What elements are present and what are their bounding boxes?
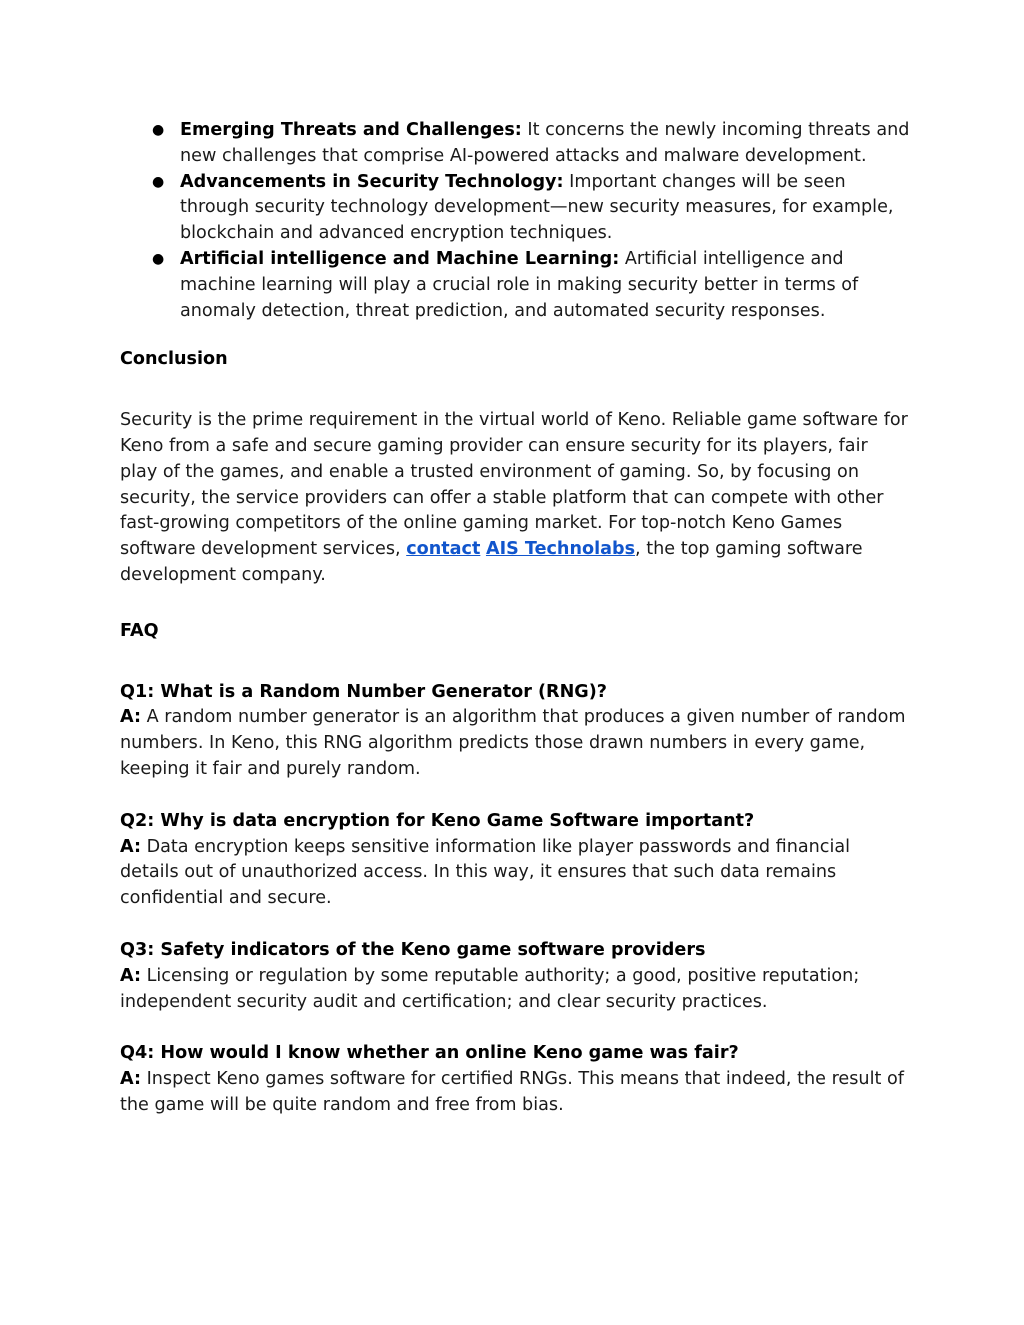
bullet-title: Emerging Threats and Challenges:: [180, 120, 522, 140]
answer-text: A random number generator is an algorithm that produces a given number of random numbers. In Keno, this RNG algorithm predicts those drawn numbers in every game, keeping it fair and purely random.: [120, 707, 906, 779]
answer-prefix: A:: [120, 707, 141, 728]
answer-prefix: A:: [120, 1069, 141, 1090]
answer-text: Data encryption keeps sensitive information like player passwords and financial details out of unauthorized access. In this way, it ensures that such data remains confidential and secure.: [120, 836, 851, 909]
faq-question: Q4: How would I know whether an online Keno game was fair?: [120, 1043, 739, 1064]
answer-prefix: A:: [120, 965, 141, 986]
faq-item: [120, 938, 910, 1015]
faq-answer: [120, 705, 910, 782]
faq-question: Q3: Safety indicators of the Keno game software providers: [120, 939, 706, 960]
ais-technolabs-link[interactable]: AIS Technolabs: [485, 539, 636, 560]
faq-question: Q2: Why is data encryption for Keno Game Software important?: [120, 810, 755, 831]
faq-heading: FAQ: [120, 620, 159, 641]
faq-answer: [120, 835, 910, 912]
list-item: [120, 247, 910, 324]
faq-answer: [120, 964, 910, 1016]
trends-list: [120, 118, 910, 324]
conclusion-text: Security is the prime requirement in the virtual world of Keno. Reliable game software for Keno from a safe and secure gaming provider can ensure security for its players, fair play of the games, and enable a trusted environment of gaming. So, by focusing on security, the service providers can offer a stable platform that can compete with other fast-growing competitors of the online gaming market. For top-notch Keno Games software development services,: [120, 410, 908, 560]
answer-text: Licensing or regulation by some reputable authority; a good, positive reputation; independent security audit and certification; and clear security practices.: [120, 965, 860, 1012]
conclusion-paragraph: [120, 408, 910, 589]
faq-item: [120, 680, 910, 783]
conclusion-text-end: , the top gaming software development company.: [120, 539, 863, 585]
list-item: [120, 118, 910, 170]
faq-question: Q1: What is a Random Number Generator (RNG)?: [120, 681, 607, 702]
list-item: [120, 170, 910, 247]
contact-link[interactable]: contact: [406, 539, 481, 560]
answer-text: Inspect Keno games software for certified RNGs. This means that indeed, the result of the game will be quite random and free from bias.: [120, 1069, 904, 1115]
document-page: [120, 118, 910, 1119]
bullet-icon: ●: [152, 250, 165, 267]
bullet-text: Artificial intelligence and machine learning will play a crucial role in making security better in terms of anomaly detection, threat prediction, and automated security responses.: [180, 248, 859, 321]
answer-prefix: A:: [120, 836, 141, 857]
faq-item: [120, 809, 910, 912]
bullet-icon: ●: [152, 173, 165, 190]
bullet-text: Important changes will be seen through security technology development—new security measures, for example, blockchain and advanced encryption techniques.: [180, 171, 894, 244]
bullet-text: It concerns the newly incoming threats and new challenges that comprise AI-powered attacks and malware development.: [180, 120, 910, 166]
conclusion-heading: Conclusion: [120, 349, 228, 370]
bullet-title: Advancements in Security Technology:: [180, 171, 564, 192]
faq-answer: [120, 1067, 910, 1119]
faq-item: [120, 1041, 910, 1118]
bullet-icon: ●: [152, 122, 165, 138]
bullet-title: Artificial intelligence and Machine Learning:: [180, 248, 620, 269]
